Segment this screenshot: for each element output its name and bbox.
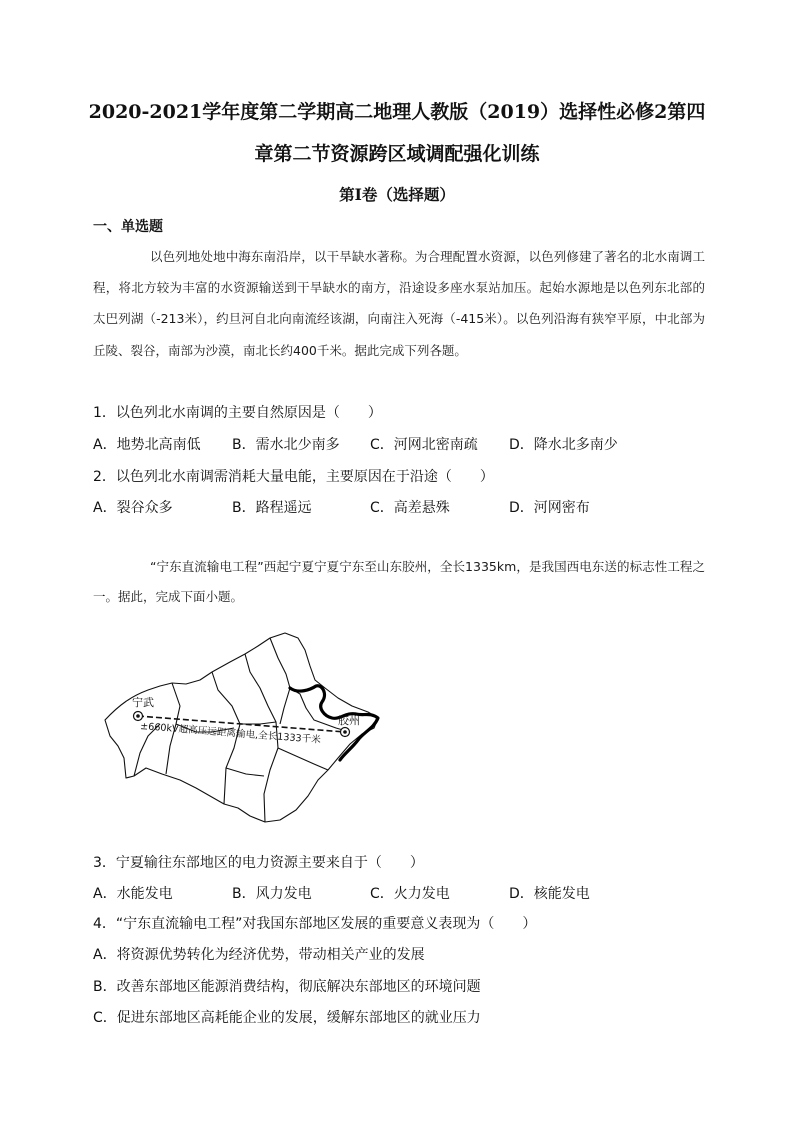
question-4-option-b: B．改善东部地区能源消费结构，彻底解决东部地区的环境问题 bbox=[93, 979, 481, 995]
volume-heading: 第I卷（选择题） bbox=[339, 185, 455, 204]
province-line-9 bbox=[226, 768, 264, 776]
province-line-6 bbox=[278, 748, 328, 770]
document-title-line-1: 2020-2021学年度第二学期高二地理人教版（2019）选择性必修2第四 bbox=[88, 101, 706, 123]
map-figure bbox=[100, 628, 390, 828]
question-3-option-c: C．火力发电 bbox=[370, 886, 450, 902]
document-title-line-2: 章第二节资源跨区域调配强化训练 bbox=[254, 143, 540, 165]
question-4-option-a: A．将资源优势转化为经济优势，带动相关产业的发展 bbox=[93, 947, 425, 963]
question-1-option-b: B．需水北少南多 bbox=[232, 437, 340, 453]
passage-israel-text: 以色列地处地中海东南沿岸，以干旱缺水著称。为合理配置水资源，以色列修建了著名的北水南调工程，将北方较为丰富的水资源输送到干旱缺水的南方，沿途设多座水泵站加压。起始水源地是以色列东北部的太巴列湖（-213米），约旦河自北向南流经该湖，向南注入死海（-415米）。以色列沿海有狭窄平原，中北部为丘陵、裂谷，南部为沙漠，南北长约400千米。据此完成下列各题。 bbox=[93, 249, 705, 358]
question-2-option-c: C．高差悬殊 bbox=[370, 500, 450, 516]
question-1-option-a: A．地势北高南低 bbox=[93, 437, 201, 453]
province-line-5 bbox=[270, 638, 290, 724]
question-4-option-c: C．促进东部地区高耗能企业的发展，缓解东部地区的就业压力 bbox=[93, 1010, 481, 1026]
question-1-option-c: C．河网北密南疏 bbox=[370, 437, 478, 453]
passage-ningdong-text: “宁东直流输电工程”西起宁夏宁夏宁东至山东胶州，全长1335km，是我国西电东送的标志性工程之一。据此，完成下面小题。 bbox=[93, 559, 705, 604]
province-line-8 bbox=[240, 722, 276, 724]
question-4-stem: 4．“宁东直流输电工程”对我国东部地区发展的重要意义表现为（ ） bbox=[93, 916, 537, 932]
question-3-stem: 3．宁夏输往东部地区的电力资源主要来自于（ ） bbox=[93, 855, 424, 871]
question-3-option-b: B．风力发电 bbox=[232, 886, 312, 902]
question-2-option-a: A．裂谷众多 bbox=[93, 500, 173, 516]
transmission-map bbox=[100, 628, 390, 828]
section-heading: 一、单选题 bbox=[93, 219, 163, 235]
question-2-option-b: B．路程遥远 bbox=[232, 500, 312, 516]
question-3-option-a: A．水能发电 bbox=[93, 886, 173, 902]
question-3-option-d: D．核能发电 bbox=[509, 886, 590, 902]
coastline bbox=[290, 686, 378, 760]
passage-ningdong bbox=[93, 552, 705, 611]
question-1-option-d: D．降水北多南少 bbox=[509, 437, 618, 453]
question-1-stem: 1．以色列北水南调的主要自然原因是（ ） bbox=[93, 405, 382, 421]
line-label: ±660kV超高压远距离输电,全长1333千米 bbox=[139, 721, 322, 746]
question-2-stem: 2．以色列北水南调需消耗大量电能，主要原因在于沿途（ ） bbox=[93, 469, 494, 485]
start-label: 宁武 bbox=[132, 696, 154, 709]
passage-israel bbox=[93, 241, 705, 366]
question-2-option-d: D．河网密布 bbox=[509, 500, 590, 516]
end-label: 胶州 bbox=[338, 714, 360, 727]
